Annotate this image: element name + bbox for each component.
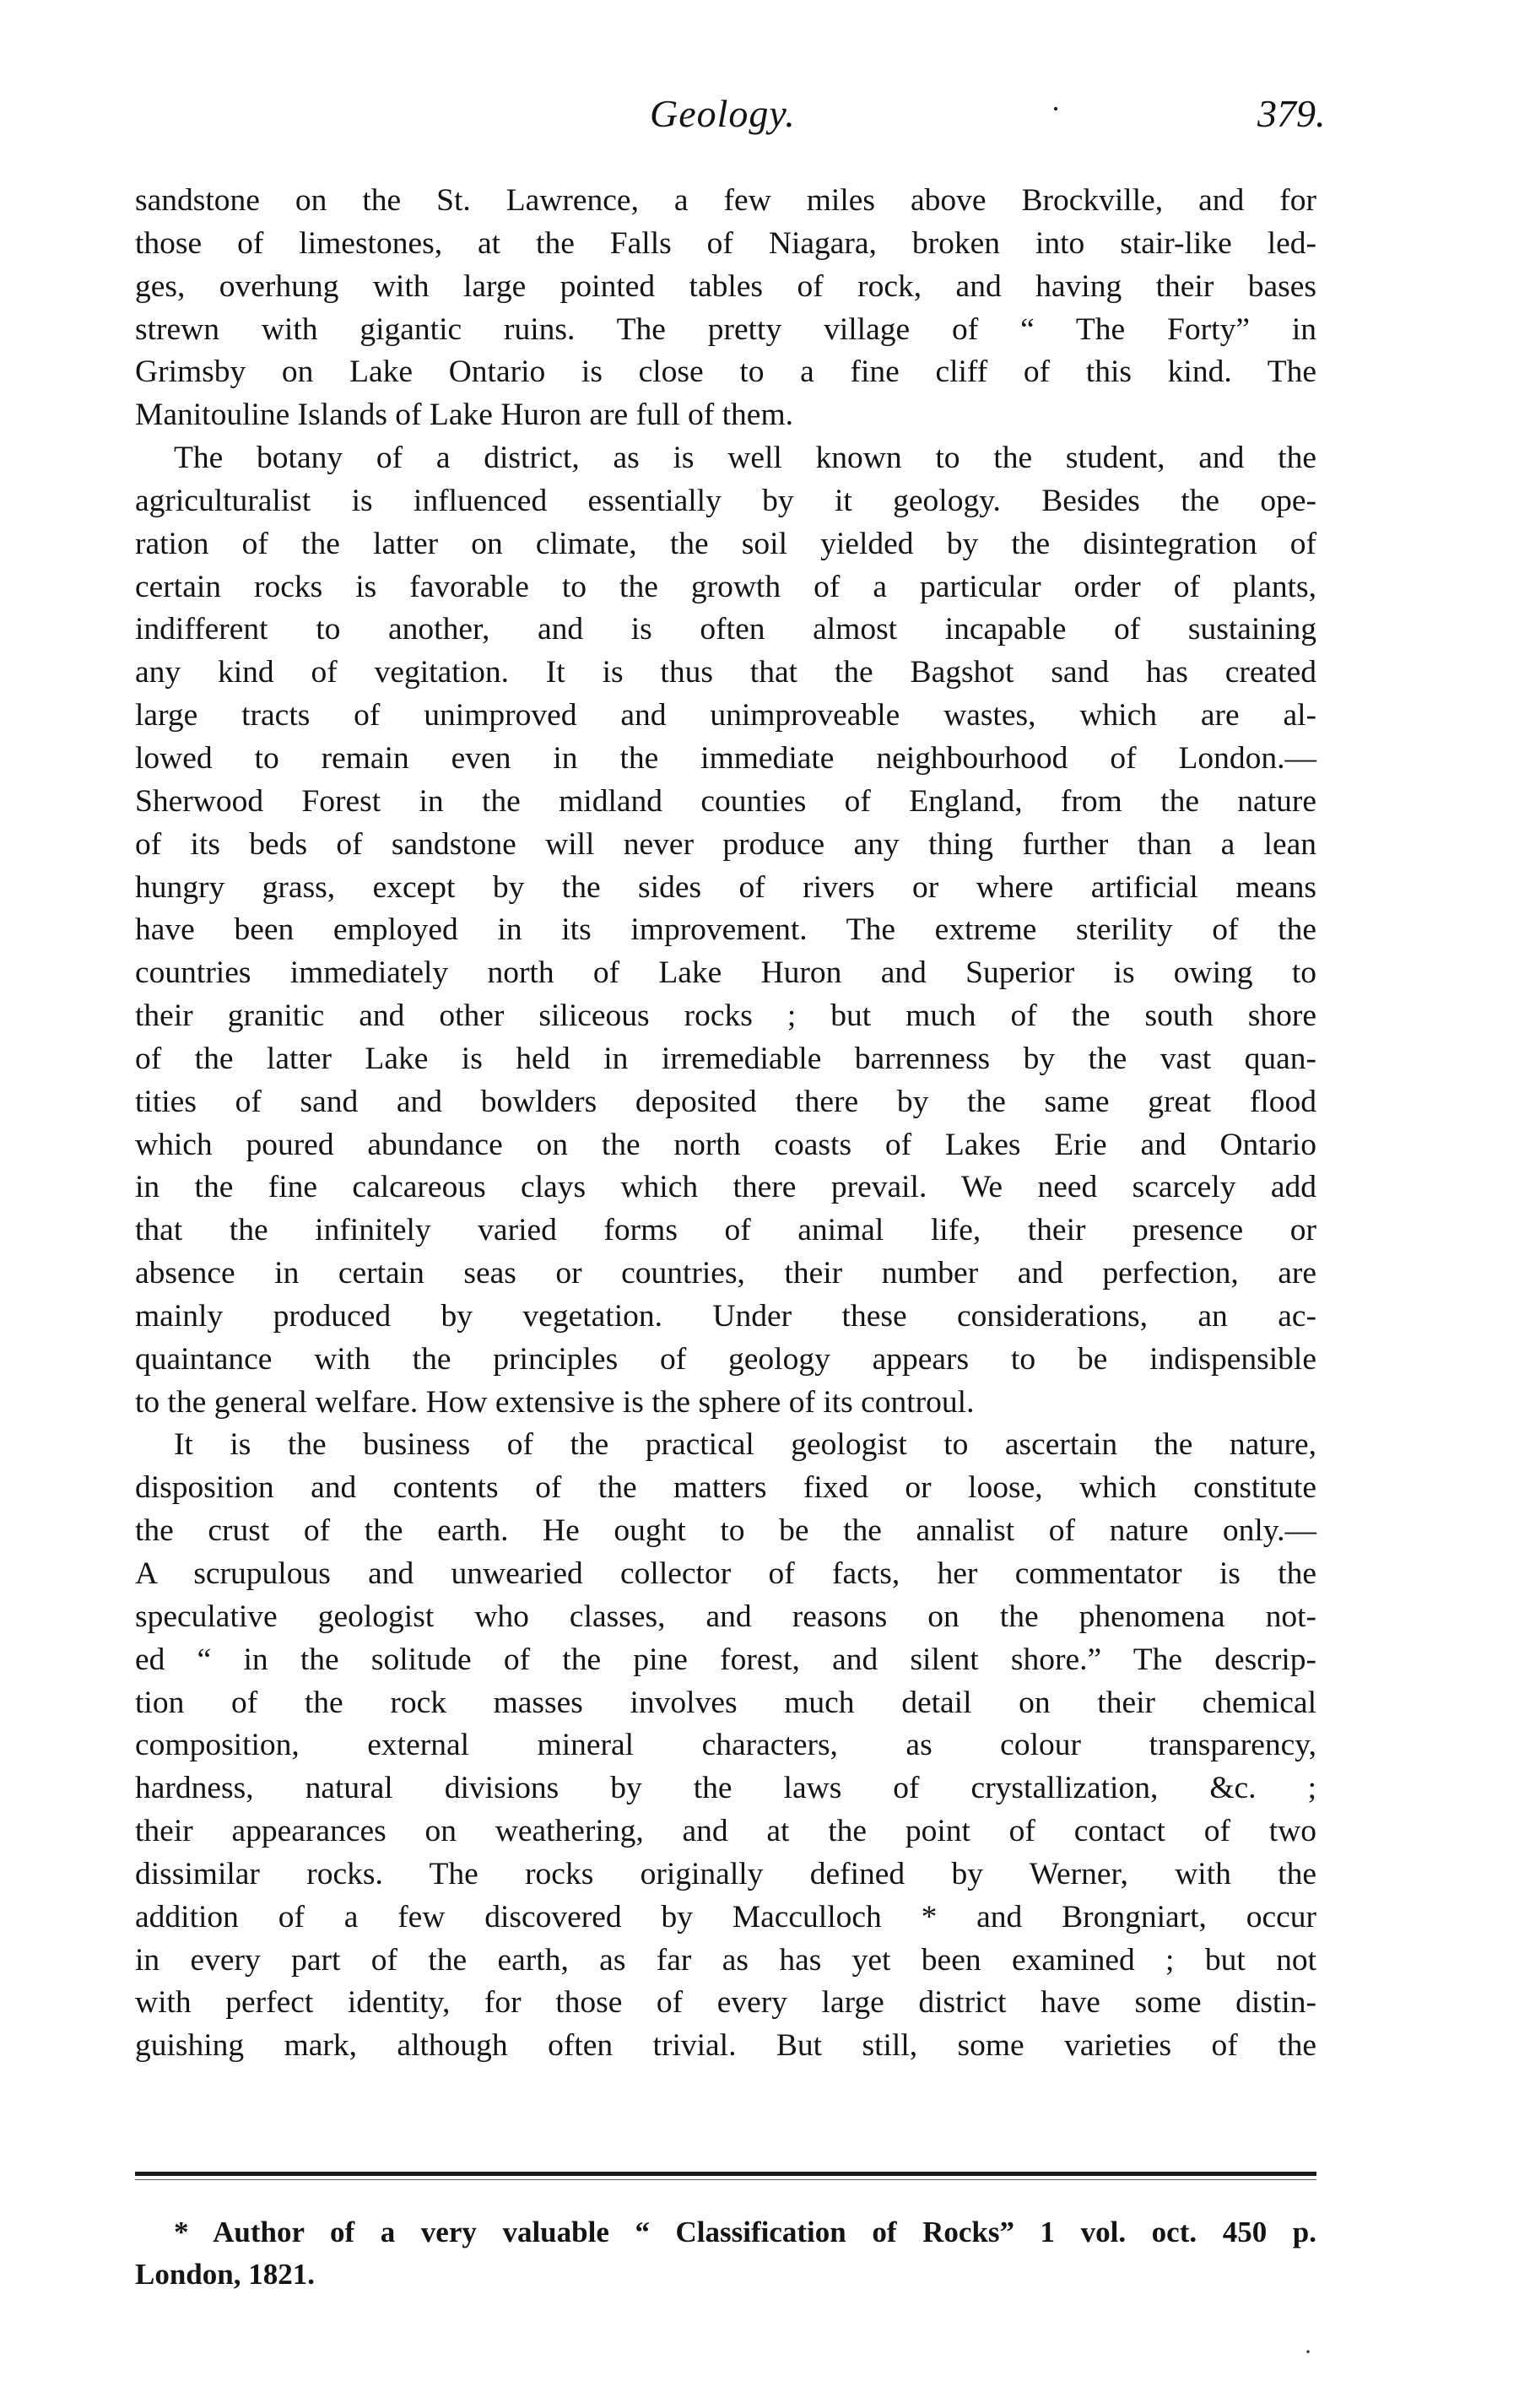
text-line: certain rocks is favorable to the growth of a particular order of plants, <box>135 569 1316 604</box>
text-line: those of limestones, at the Falls of Niagara, broken into stair-like led- <box>135 225 1316 261</box>
text-line: dissimilar rocks. The rocks originally defined by Werner, with the <box>135 1856 1316 1891</box>
text-line: ges, overhung with large pointed tables of rock, and having their bases <box>135 268 1316 304</box>
text-line: with perfect identity, for those of every large district have some distin- <box>135 1985 1316 2021</box>
text-line: It is the business of the practical geologist to ascertain the nature, <box>174 1427 1316 1463</box>
text-line: sandstone on the St. Lawrence, a few miles above Brockville, and for <box>135 183 1316 218</box>
text-line: tities of sand and bowlders deposited there by the same great flood <box>135 1084 1316 1119</box>
page-corner-mark: · <box>1304 2338 1312 2366</box>
footnote-line: * Author of a very valuable “ Classification of Rocks” 1 vol. oct. 450 p. <box>174 2216 1316 2248</box>
text-line: Sherwood Forest in the midland counties of England, from the nature <box>135 783 1316 819</box>
text-line: of its beds of sandstone will never produce any thing further than a lean <box>135 826 1316 862</box>
text-line: any kind of vegitation. It is thus that the Bagshot sand has created <box>135 655 1316 690</box>
footnote-rule-thin <box>135 2179 1316 2180</box>
text-line: countries immediately north of Lake Huron and Superior is owing to <box>135 955 1316 991</box>
text-line: large tracts of unimproved and unimproveable wastes, which are al- <box>135 698 1316 733</box>
text-line: agriculturalist is influenced essentially by it geology. Besides the ope- <box>135 483 1316 518</box>
text-line: Grimsby on Lake Ontario is close to a fine cliff of this kind. The <box>135 354 1316 390</box>
text-line: A scrupulous and unwearied collector of facts, her commentator is the <box>135 1556 1316 1591</box>
text-line: mainly produced by vegetation. Under these considerations, an ac- <box>135 1298 1316 1334</box>
text-line: Manitouline Islands of Lake Huron are full of them. <box>135 398 793 433</box>
text-line: lowed to remain even in the immediate neighbourhood of London.— <box>135 740 1316 776</box>
text-line: guishing mark, although often trivial. But still, some varieties of the <box>135 2028 1316 2064</box>
page-number: 379. <box>1257 92 1326 135</box>
text-line: in the fine calcareous clays which there prevail. We need scarcely add <box>135 1170 1316 1205</box>
text-line: the crust of the earth. He ought to be the annalist of nature only.— <box>135 1513 1316 1549</box>
text-line: disposition and contents of the matters fixed or loose, which constitute <box>135 1470 1316 1506</box>
text-line: speculative geologist who classes, and reasons on the phenomena not- <box>135 1599 1316 1634</box>
text-line: their appearances on weathering, and at the point of contact of two <box>135 1814 1316 1849</box>
running-head <box>135 91 1326 142</box>
text-line: indifferent to another, and is often almost incapable of sustaining <box>135 612 1316 647</box>
text-line: tion of the rock masses involves much detail on their chemical <box>135 1685 1316 1720</box>
running-head-dot: · <box>1051 92 1061 126</box>
text-line: quaintance with the principles of geology appears to be indispensible <box>135 1341 1316 1377</box>
text-line: hungry grass, except by the sides of rivers or where artificial means <box>135 869 1316 905</box>
running-title: Geology. <box>650 92 796 135</box>
text-line: The botany of a district, as is well known to the student, and the <box>174 441 1316 476</box>
text-line: that the infinitely varied forms of animal life, their presence or <box>135 1213 1316 1248</box>
text-line: of the latter Lake is held in irremediable barrenness by the vast quan- <box>135 1041 1316 1076</box>
text-line: ration of the latter on climate, the soil yielded by the disintegration of <box>135 526 1316 561</box>
text-line: strewn with gigantic ruins. The pretty village of “ The Forty” in <box>135 311 1316 347</box>
body-text <box>135 180 1316 2068</box>
text-line: their granitic and other siliceous rocks ; but much of the south shore <box>135 998 1316 1034</box>
text-line: addition of a few discovered by Macculloch * and Brongniart, occur <box>135 1899 1316 1935</box>
footnote-rule <box>135 2172 1316 2176</box>
text-line: hardness, natural divisions by the laws of crystallization, &c. ; <box>135 1771 1316 1806</box>
text-line: in every part of the earth, as far as has yet been examined ; but not <box>135 1942 1316 1978</box>
text-line: ed “ in the solitude of the pine forest, and silent shore.” The descrip- <box>135 1642 1316 1677</box>
text-line: absence in certain seas or countries, their number and perfection, are <box>135 1256 1316 1291</box>
text-line: which poured abundance on the north coasts of Lakes Erie and Ontario <box>135 1127 1316 1162</box>
footnote-line: London, 1821. <box>135 2258 315 2291</box>
text-line: to the general welfare. How extensive is the sphere of its controul. <box>135 1384 975 1420</box>
footnote <box>135 2211 1316 2296</box>
text-line: composition, external mineral characters, as colour transparency, <box>135 1728 1316 1763</box>
text-line: have been employed in its improvement. The extreme sterility of the <box>135 912 1316 948</box>
